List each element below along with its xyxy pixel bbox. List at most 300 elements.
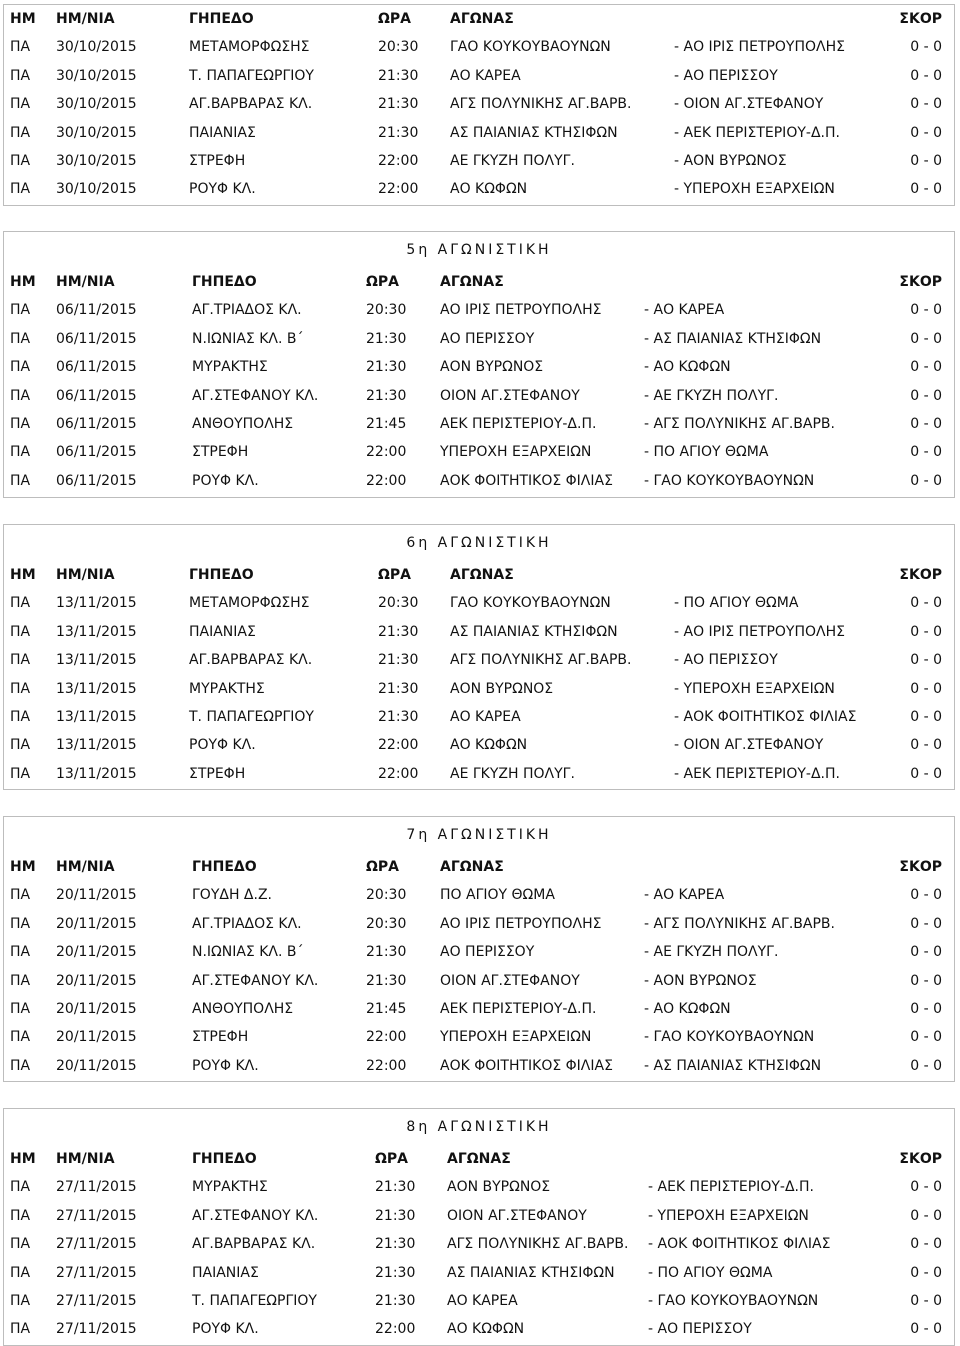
match-day: ΠΑ bbox=[10, 1236, 31, 1253]
match-venue: ΡΟΥΦ ΚΛ. bbox=[189, 737, 256, 754]
match-score: 0 - 0 bbox=[910, 887, 942, 904]
match-time: 22:00 bbox=[378, 737, 419, 754]
match-date: 13/11/2015 bbox=[56, 652, 137, 669]
match-date: 20/11/2015 bbox=[56, 1057, 137, 1074]
match-away-team: - ΑΟ ΚΩΦΩΝ bbox=[644, 359, 731, 376]
match-row bbox=[4, 967, 954, 995]
match-home-team: ΑΟΝ ΒΥΡΩΝΟΣ bbox=[450, 680, 554, 697]
match-score: 0 - 0 bbox=[910, 302, 942, 319]
round-title: 5η ΑΓΩΝΙΣΤΙΚΗ bbox=[406, 242, 552, 258]
match-time: 21:30 bbox=[378, 67, 419, 84]
match-day: ΠΑ bbox=[10, 887, 31, 904]
header-score: ΣΚΟΡ bbox=[899, 11, 942, 27]
match-day: ΠΑ bbox=[10, 152, 31, 169]
match-day: ΠΑ bbox=[10, 124, 31, 141]
match-venue: ΓΟΥΔΗ Δ.Ζ. bbox=[192, 887, 272, 904]
match-home-team: ΑΕΚ ΠΕΡΙΣΤΕΡΙΟΥ-Δ.Π. bbox=[440, 415, 597, 432]
match-row bbox=[4, 296, 954, 324]
match-date: 27/11/2015 bbox=[56, 1207, 137, 1224]
match-home-team: ΥΠΕΡΟΧΗ ΕΞΑΡΧΕΙΩΝ bbox=[440, 1029, 592, 1046]
match-venue: Τ. ΠΑΠΑΓΕΩΡΓΙΟΥ bbox=[189, 708, 314, 725]
match-day: ΠΑ bbox=[10, 765, 31, 782]
match-away-team: - ΑΓΣ ΠΟΛΥΝΙΚΗΣ ΑΓ.ΒΑΡΒ. bbox=[644, 915, 835, 932]
header-venue: ΓΗΠΕΔΟ bbox=[192, 859, 257, 875]
header-row bbox=[4, 853, 954, 881]
match-row bbox=[4, 1230, 954, 1258]
match-day: ΠΑ bbox=[10, 1179, 31, 1196]
match-date: 27/11/2015 bbox=[56, 1264, 137, 1281]
match-away-team: - ΑΕΚ ΠΕΡΙΣΤΕΡΙΟΥ-Δ.Π. bbox=[648, 1179, 814, 1196]
match-day: ΠΑ bbox=[10, 302, 31, 319]
header-row bbox=[4, 561, 954, 589]
match-score: 0 - 0 bbox=[910, 181, 942, 198]
match-venue: ΑΓ.ΒΑΡΒΑΡΑΣ ΚΛ. bbox=[189, 96, 313, 113]
match-time: 22:00 bbox=[366, 1029, 407, 1046]
match-venue: ΠΑΙΑΝΙΑΣ bbox=[189, 623, 256, 640]
match-venue: ΣΤΡΕΦΗ bbox=[192, 1029, 249, 1046]
match-home-team: ΑΟΝ ΒΥΡΩΝΟΣ bbox=[447, 1179, 551, 1196]
match-row bbox=[4, 90, 954, 118]
match-score: 0 - 0 bbox=[910, 765, 942, 782]
match-time: 22:00 bbox=[375, 1321, 416, 1338]
match-score: 0 - 0 bbox=[910, 415, 942, 432]
match-day: ΠΑ bbox=[10, 680, 31, 697]
match-date: 20/11/2015 bbox=[56, 887, 137, 904]
match-date: 06/11/2015 bbox=[56, 444, 137, 461]
round-title: 7η ΑΓΩΝΙΣΤΙΚΗ bbox=[406, 827, 552, 843]
header-venue: ΓΗΠΕΔΟ bbox=[192, 274, 257, 290]
match-score: 0 - 0 bbox=[910, 67, 942, 84]
match-row bbox=[4, 147, 954, 175]
match-venue: ΠΑΙΑΝΙΑΣ bbox=[189, 124, 256, 141]
match-venue: ΜΥΡΑΚΤΗΣ bbox=[189, 680, 265, 697]
header-time: ΩΡΑ bbox=[366, 274, 399, 290]
match-venue: ΑΓ.ΤΡΙΑΔΟΣ ΚΛ. bbox=[192, 915, 302, 932]
match-time: 22:00 bbox=[366, 1057, 407, 1074]
match-row bbox=[4, 1202, 954, 1230]
match-day: ΠΑ bbox=[10, 181, 31, 198]
header-time: ΩΡΑ bbox=[378, 11, 411, 27]
match-date: 06/11/2015 bbox=[56, 472, 137, 489]
match-home-team: ΑΣ ΠΑΙΑΝΙΑΣ ΚΤΗΣΙΦΩΝ bbox=[447, 1264, 615, 1281]
match-day: ΠΑ bbox=[10, 330, 31, 347]
match-away-team: - ΑΟΝ ΒΥΡΩΝΟΣ bbox=[644, 972, 757, 989]
match-row bbox=[4, 589, 954, 617]
header-match: ΑΓΩΝΑΣ bbox=[440, 274, 504, 290]
match-time: 20:30 bbox=[378, 595, 419, 612]
match-venue: ΑΓ.ΒΑΡΒΑΡΑΣ ΚΛ. bbox=[192, 1236, 316, 1253]
match-time: 21:30 bbox=[378, 708, 419, 725]
header-time: ΩΡΑ bbox=[375, 1151, 408, 1167]
match-score: 0 - 0 bbox=[910, 1264, 942, 1281]
match-day: ΠΑ bbox=[10, 708, 31, 725]
header-date: ΗΜ/ΝΙΑ bbox=[56, 1151, 115, 1167]
match-venue: ΜΥΡΑΚΤΗΣ bbox=[192, 359, 268, 376]
match-score: 0 - 0 bbox=[910, 708, 942, 725]
match-day: ΠΑ bbox=[10, 359, 31, 376]
match-day: ΠΑ bbox=[10, 415, 31, 432]
match-date: 27/11/2015 bbox=[56, 1292, 137, 1309]
header-row bbox=[4, 1145, 954, 1173]
match-home-team: ΥΠΕΡΟΧΗ ΕΞΑΡΧΕΙΩΝ bbox=[440, 444, 592, 461]
match-date: 13/11/2015 bbox=[56, 680, 137, 697]
round-block bbox=[3, 231, 955, 498]
match-time: 21:30 bbox=[375, 1236, 416, 1253]
match-home-team: ΑΕΚ ΠΕΡΙΣΤΕΡΙΟΥ-Δ.Π. bbox=[440, 1000, 597, 1017]
match-date: 06/11/2015 bbox=[56, 415, 137, 432]
match-date: 06/11/2015 bbox=[56, 387, 137, 404]
match-row bbox=[4, 175, 954, 203]
match-row bbox=[4, 33, 954, 61]
match-row bbox=[4, 467, 954, 495]
match-home-team: ΠΟ ΑΓΙΟΥ ΘΩΜΑ bbox=[440, 887, 555, 904]
match-row bbox=[4, 1052, 954, 1080]
match-date: 20/11/2015 bbox=[56, 944, 137, 961]
match-score: 0 - 0 bbox=[910, 1292, 942, 1309]
match-time: 20:30 bbox=[378, 39, 419, 56]
match-date: 13/11/2015 bbox=[56, 737, 137, 754]
round-block bbox=[3, 524, 955, 790]
match-row bbox=[4, 938, 954, 966]
match-venue: ΜΕΤΑΜΟΡΦΩΣΗΣ bbox=[189, 39, 310, 56]
match-away-team: - ΑΣ ΠΑΙΑΝΙΑΣ ΚΤΗΣΙΦΩΝ bbox=[644, 1057, 822, 1074]
match-row bbox=[4, 881, 954, 909]
match-venue: Ν.ΙΩΝΙΑΣ ΚΛ. Β΄ bbox=[192, 330, 304, 347]
match-home-team: ΓΑΟ ΚΟΥΚΟΥΒΑΟΥΝΩΝ bbox=[450, 39, 611, 56]
match-time: 21:30 bbox=[375, 1292, 416, 1309]
match-score: 0 - 0 bbox=[910, 737, 942, 754]
match-away-team: - ΓΑΟ ΚΟΥΚΟΥΒΑΟΥΝΩΝ bbox=[644, 472, 815, 489]
match-score: 0 - 0 bbox=[910, 972, 942, 989]
match-date: 30/10/2015 bbox=[56, 124, 137, 141]
match-away-team: - ΑΕΚ ΠΕΡΙΣΤΕΡΙΟΥ-Δ.Π. bbox=[674, 124, 840, 141]
match-time: 21:30 bbox=[366, 330, 407, 347]
match-day: ΠΑ bbox=[10, 1264, 31, 1281]
match-away-team: - ΑΟ ΙΡΙΣ ΠΕΤΡΟΥΠΟΛΗΣ bbox=[674, 39, 845, 56]
match-away-team: - ΑΟΚ ΦΟΙΤΗΤΙΚΟΣ ΦΙΛΙΑΣ bbox=[648, 1236, 831, 1253]
match-row bbox=[4, 410, 954, 438]
match-venue: ΜΕΤΑΜΟΡΦΩΣΗΣ bbox=[189, 595, 310, 612]
header-match: ΑΓΩΝΑΣ bbox=[447, 1151, 511, 1167]
round-block bbox=[3, 1108, 955, 1346]
match-score: 0 - 0 bbox=[910, 1321, 942, 1338]
match-away-team: - ΑΟ ΠΕΡΙΣΣΟΥ bbox=[674, 67, 778, 84]
match-home-team: ΑΟ ΙΡΙΣ ΠΕΤΡΟΥΠΟΛΗΣ bbox=[440, 915, 602, 932]
match-venue: ΑΝΘΟΥΠΟΛΗΣ bbox=[192, 1000, 294, 1017]
match-row bbox=[4, 1023, 954, 1051]
match-venue: Τ. ΠΑΠΑΓΕΩΡΓΙΟΥ bbox=[192, 1292, 317, 1309]
match-away-team: - ΑΟ ΠΕΡΙΣΣΟΥ bbox=[648, 1321, 752, 1338]
header-match: ΑΓΩΝΑΣ bbox=[450, 11, 514, 27]
match-time: 21:30 bbox=[378, 124, 419, 141]
match-score: 0 - 0 bbox=[910, 1000, 942, 1017]
match-venue: ΠΑΙΑΝΙΑΣ bbox=[192, 1264, 259, 1281]
match-away-team: - ΑΓΣ ΠΟΛΥΝΙΚΗΣ ΑΓ.ΒΑΡΒ. bbox=[644, 415, 835, 432]
match-home-team: ΑΟ ΚΩΦΩΝ bbox=[450, 737, 528, 754]
match-score: 0 - 0 bbox=[910, 623, 942, 640]
match-home-team: ΑΓΣ ΠΟΛΥΝΙΚΗΣ ΑΓ.ΒΑΡΒ. bbox=[450, 96, 632, 113]
match-venue: ΑΝΘΟΥΠΟΛΗΣ bbox=[192, 415, 294, 432]
header-date: ΗΜ/ΝΙΑ bbox=[56, 274, 115, 290]
match-time: 21:45 bbox=[366, 1000, 407, 1017]
match-row bbox=[4, 1315, 954, 1343]
header-row bbox=[4, 5, 954, 33]
match-score: 0 - 0 bbox=[910, 1207, 942, 1224]
match-score: 0 - 0 bbox=[910, 680, 942, 697]
match-day: ΠΑ bbox=[10, 972, 31, 989]
match-venue: ΑΓ.ΤΡΙΑΔΟΣ ΚΛ. bbox=[192, 302, 302, 319]
match-time: 20:30 bbox=[366, 887, 407, 904]
header-day: ΗΜ bbox=[10, 567, 36, 583]
match-score: 0 - 0 bbox=[910, 444, 942, 461]
match-away-team: - ΠΟ ΑΓΙΟΥ ΘΩΜΑ bbox=[648, 1264, 773, 1281]
match-date: 13/11/2015 bbox=[56, 708, 137, 725]
match-home-team: ΑΣ ΠΑΙΑΝΙΑΣ ΚΤΗΣΙΦΩΝ bbox=[450, 124, 618, 141]
match-row bbox=[4, 675, 954, 703]
match-score: 0 - 0 bbox=[910, 1179, 942, 1196]
match-away-team: - ΑΟΚ ΦΟΙΤΗΤΙΚΟΣ ΦΙΛΙΑΣ bbox=[674, 708, 857, 725]
match-venue: ΡΟΥΦ ΚΛ. bbox=[189, 181, 256, 198]
match-time: 21:30 bbox=[366, 972, 407, 989]
match-day: ΠΑ bbox=[10, 444, 31, 461]
match-venue: ΣΤΡΕΦΗ bbox=[189, 765, 246, 782]
match-time: 21:30 bbox=[378, 652, 419, 669]
match-time: 22:00 bbox=[366, 472, 407, 489]
header-date: ΗΜ/ΝΙΑ bbox=[56, 567, 115, 583]
match-date: 30/10/2015 bbox=[56, 39, 137, 56]
match-away-team: - ΑΟ ΙΡΙΣ ΠΕΤΡΟΥΠΟΛΗΣ bbox=[674, 623, 845, 640]
match-home-team: ΑΟΝ ΒΥΡΩΝΟΣ bbox=[440, 359, 544, 376]
match-row bbox=[4, 995, 954, 1023]
match-away-team: - ΑΕ ΓΚΥΖΗ ΠΟΛΥΓ. bbox=[644, 387, 779, 404]
match-score: 0 - 0 bbox=[910, 1236, 942, 1253]
match-date: 06/11/2015 bbox=[56, 359, 137, 376]
match-date: 06/11/2015 bbox=[56, 302, 137, 319]
match-date: 20/11/2015 bbox=[56, 915, 137, 932]
match-row bbox=[4, 62, 954, 90]
match-time: 21:30 bbox=[375, 1264, 416, 1281]
match-row bbox=[4, 1287, 954, 1315]
match-score: 0 - 0 bbox=[910, 944, 942, 961]
match-score: 0 - 0 bbox=[910, 152, 942, 169]
header-time: ΩΡΑ bbox=[378, 567, 411, 583]
match-away-team: - ΓΑΟ ΚΟΥΚΟΥΒΑΟΥΝΩΝ bbox=[648, 1292, 819, 1309]
match-date: 20/11/2015 bbox=[56, 972, 137, 989]
match-away-team: - ΑΟ ΠΕΡΙΣΣΟΥ bbox=[674, 652, 778, 669]
header-venue: ΓΗΠΕΔΟ bbox=[189, 567, 254, 583]
match-time: 22:00 bbox=[378, 152, 419, 169]
match-score: 0 - 0 bbox=[910, 387, 942, 404]
match-date: 30/10/2015 bbox=[56, 181, 137, 198]
header-date: ΗΜ/ΝΙΑ bbox=[56, 859, 115, 875]
match-away-team: - ΥΠΕΡΟΧΗ ΕΞΑΡΧΕΙΩΝ bbox=[648, 1207, 809, 1224]
match-time: 21:30 bbox=[378, 96, 419, 113]
match-row bbox=[4, 119, 954, 147]
match-home-team: ΑΟ ΚΩΦΩΝ bbox=[447, 1321, 525, 1338]
match-home-team: ΑΟΚ ΦΟΙΤΗΤΙΚΟΣ ΦΙΛΙΑΣ bbox=[440, 472, 613, 489]
match-time: 21:30 bbox=[378, 680, 419, 697]
match-home-team: ΟΙΟΝ ΑΓ.ΣΤΕΦΑΝΟΥ bbox=[447, 1207, 587, 1224]
match-day: ΠΑ bbox=[10, 915, 31, 932]
match-time: 21:30 bbox=[378, 623, 419, 640]
match-home-team: ΑΟΚ ΦΟΙΤΗΤΙΚΟΣ ΦΙΛΙΑΣ bbox=[440, 1057, 613, 1074]
match-day: ΠΑ bbox=[10, 1057, 31, 1074]
match-away-team: - ΑΣ ΠΑΙΑΝΙΑΣ ΚΤΗΣΙΦΩΝ bbox=[644, 330, 822, 347]
match-date: 30/10/2015 bbox=[56, 67, 137, 84]
match-date: 27/11/2015 bbox=[56, 1236, 137, 1253]
header-row bbox=[4, 268, 954, 296]
header-score: ΣΚΟΡ bbox=[899, 859, 942, 875]
match-away-team: - ΠΟ ΑΓΙΟΥ ΘΩΜΑ bbox=[674, 595, 799, 612]
match-venue: ΣΤΡΕΦΗ bbox=[189, 152, 246, 169]
match-home-team: ΓΑΟ ΚΟΥΚΟΥΒΑΟΥΝΩΝ bbox=[450, 595, 611, 612]
match-day: ΠΑ bbox=[10, 96, 31, 113]
match-venue: ΡΟΥΦ ΚΛ. bbox=[192, 1321, 259, 1338]
match-date: 13/11/2015 bbox=[56, 623, 137, 640]
match-day: ΠΑ bbox=[10, 1029, 31, 1046]
match-venue: Τ. ΠΑΠΑΓΕΩΡΓΙΟΥ bbox=[189, 67, 314, 84]
match-home-team: ΑΟ ΠΕΡΙΣΣΟΥ bbox=[440, 330, 535, 347]
match-venue: ΜΥΡΑΚΤΗΣ bbox=[192, 1179, 268, 1196]
match-score: 0 - 0 bbox=[910, 96, 942, 113]
match-row bbox=[4, 1259, 954, 1287]
match-home-team: ΑΟ ΙΡΙΣ ΠΕΤΡΟΥΠΟΛΗΣ bbox=[440, 302, 602, 319]
match-home-team: ΑΓΣ ΠΟΛΥΝΙΚΗΣ ΑΓ.ΒΑΡΒ. bbox=[447, 1236, 629, 1253]
header-venue: ΓΗΠΕΔΟ bbox=[192, 1151, 257, 1167]
match-away-team: - ΑΕ ΓΚΥΖΗ ΠΟΛΥΓ. bbox=[644, 944, 779, 961]
match-venue: ΑΓ.ΣΤΕΦΑΝΟΥ ΚΛ. bbox=[192, 1207, 319, 1224]
match-score: 0 - 0 bbox=[910, 595, 942, 612]
match-row bbox=[4, 703, 954, 731]
match-time: 21:30 bbox=[375, 1207, 416, 1224]
match-row bbox=[4, 618, 954, 646]
match-away-team: - ΑΕΚ ΠΕΡΙΣΤΕΡΙΟΥ-Δ.Π. bbox=[674, 765, 840, 782]
round-block bbox=[3, 4, 955, 206]
header-score: ΣΚΟΡ bbox=[899, 1151, 942, 1167]
match-home-team: ΑΕ ΓΚΥΖΗ ΠΟΛΥΓ. bbox=[450, 765, 575, 782]
match-day: ΠΑ bbox=[10, 1000, 31, 1017]
match-time: 21:30 bbox=[366, 359, 407, 376]
match-time: 21:30 bbox=[366, 387, 407, 404]
header-day: ΗΜ bbox=[10, 1151, 36, 1167]
match-venue: Ν.ΙΩΝΙΑΣ ΚΛ. Β΄ bbox=[192, 944, 304, 961]
match-home-team: ΑΟ ΚΑΡΕΑ bbox=[447, 1292, 518, 1309]
match-row bbox=[4, 1173, 954, 1201]
match-venue: ΑΓ.ΣΤΕΦΑΝΟΥ ΚΛ. bbox=[192, 972, 319, 989]
match-time: 22:00 bbox=[366, 444, 407, 461]
match-home-team: ΑΓΣ ΠΟΛΥΝΙΚΗΣ ΑΓ.ΒΑΡΒ. bbox=[450, 652, 632, 669]
round-block bbox=[3, 816, 955, 1082]
match-day: ΠΑ bbox=[10, 595, 31, 612]
header-day: ΗΜ bbox=[10, 859, 36, 875]
match-score: 0 - 0 bbox=[910, 472, 942, 489]
round-title: 8η ΑΓΩΝΙΣΤΙΚΗ bbox=[406, 1119, 552, 1135]
match-score: 0 - 0 bbox=[910, 359, 942, 376]
header-match: ΑΓΩΝΑΣ bbox=[440, 859, 504, 875]
match-away-team: - ΑΟΝ ΒΥΡΩΝΟΣ bbox=[674, 152, 787, 169]
match-day: ΠΑ bbox=[10, 1207, 31, 1224]
match-row bbox=[4, 760, 954, 788]
header-time: ΩΡΑ bbox=[366, 859, 399, 875]
header-date: ΗΜ/ΝΙΑ bbox=[56, 11, 115, 27]
match-day: ΠΑ bbox=[10, 39, 31, 56]
match-home-team: ΑΟ ΚΑΡΕΑ bbox=[450, 67, 521, 84]
match-score: 0 - 0 bbox=[910, 652, 942, 669]
match-away-team: - ΑΟ ΚΩΦΩΝ bbox=[644, 1000, 731, 1017]
match-time: 21:30 bbox=[366, 944, 407, 961]
header-score: ΣΚΟΡ bbox=[899, 274, 942, 290]
match-day: ΠΑ bbox=[10, 623, 31, 640]
match-day: ΠΑ bbox=[10, 652, 31, 669]
match-venue: ΣΤΡΕΦΗ bbox=[192, 444, 249, 461]
match-home-team: ΑΟ ΚΩΦΩΝ bbox=[450, 181, 528, 198]
match-score: 0 - 0 bbox=[910, 915, 942, 932]
header-match: ΑΓΩΝΑΣ bbox=[450, 567, 514, 583]
match-day: ΠΑ bbox=[10, 737, 31, 754]
match-score: 0 - 0 bbox=[910, 330, 942, 347]
match-row bbox=[4, 325, 954, 353]
match-away-team: - ΥΠΕΡΟΧΗ ΕΞΑΡΧΕΙΩΝ bbox=[674, 680, 835, 697]
match-home-team: ΑΟ ΚΑΡΕΑ bbox=[450, 708, 521, 725]
match-day: ΠΑ bbox=[10, 472, 31, 489]
match-date: 13/11/2015 bbox=[56, 595, 137, 612]
header-day: ΗΜ bbox=[10, 11, 36, 27]
match-day: ΠΑ bbox=[10, 1321, 31, 1338]
match-away-team: - ΟΙΟΝ ΑΓ.ΣΤΕΦΑΝΟΥ bbox=[674, 96, 824, 113]
match-venue: ΡΟΥΦ ΚΛ. bbox=[192, 1057, 259, 1074]
match-date: 27/11/2015 bbox=[56, 1179, 137, 1196]
match-day: ΠΑ bbox=[10, 1292, 31, 1309]
match-home-team: ΑΣ ΠΑΙΑΝΙΑΣ ΚΤΗΣΙΦΩΝ bbox=[450, 623, 618, 640]
match-day: ΠΑ bbox=[10, 67, 31, 84]
match-time: 22:00 bbox=[378, 181, 419, 198]
match-time: 20:30 bbox=[366, 302, 407, 319]
match-away-team: - ΑΟ ΚΑΡΕΑ bbox=[644, 887, 725, 904]
match-away-team: - ΟΙΟΝ ΑΓ.ΣΤΕΦΑΝΟΥ bbox=[674, 737, 824, 754]
match-row bbox=[4, 438, 954, 466]
match-venue: ΑΓ.ΣΤΕΦΑΝΟΥ ΚΛ. bbox=[192, 387, 319, 404]
match-score: 0 - 0 bbox=[910, 1029, 942, 1046]
header-day: ΗΜ bbox=[10, 274, 36, 290]
match-time: 21:45 bbox=[366, 415, 407, 432]
match-date: 30/10/2015 bbox=[56, 96, 137, 113]
match-date: 13/11/2015 bbox=[56, 765, 137, 782]
match-home-team: ΑΟ ΠΕΡΙΣΣΟΥ bbox=[440, 944, 535, 961]
match-home-team: ΟΙΟΝ ΑΓ.ΣΤΕΦΑΝΟΥ bbox=[440, 972, 580, 989]
match-score: 0 - 0 bbox=[910, 1057, 942, 1074]
match-date: 06/11/2015 bbox=[56, 330, 137, 347]
match-venue: ΡΟΥΦ ΚΛ. bbox=[192, 472, 259, 489]
match-time: 20:30 bbox=[366, 915, 407, 932]
match-row bbox=[4, 353, 954, 381]
match-date: 27/11/2015 bbox=[56, 1321, 137, 1338]
match-day: ΠΑ bbox=[10, 387, 31, 404]
match-row bbox=[4, 646, 954, 674]
match-row bbox=[4, 910, 954, 938]
match-date: 20/11/2015 bbox=[56, 1000, 137, 1017]
match-time: 22:00 bbox=[378, 765, 419, 782]
round-title: 6η ΑΓΩΝΙΣΤΙΚΗ bbox=[406, 535, 552, 551]
header-score: ΣΚΟΡ bbox=[899, 567, 942, 583]
match-score: 0 - 0 bbox=[910, 39, 942, 56]
match-day: ΠΑ bbox=[10, 944, 31, 961]
match-date: 20/11/2015 bbox=[56, 1029, 137, 1046]
match-home-team: ΑΕ ΓΚΥΖΗ ΠΟΛΥΓ. bbox=[450, 152, 575, 169]
match-away-team: - ΥΠΕΡΟΧΗ ΕΞΑΡΧΕΙΩΝ bbox=[674, 181, 835, 198]
match-score: 0 - 0 bbox=[910, 124, 942, 141]
match-row bbox=[4, 731, 954, 759]
match-row bbox=[4, 382, 954, 410]
